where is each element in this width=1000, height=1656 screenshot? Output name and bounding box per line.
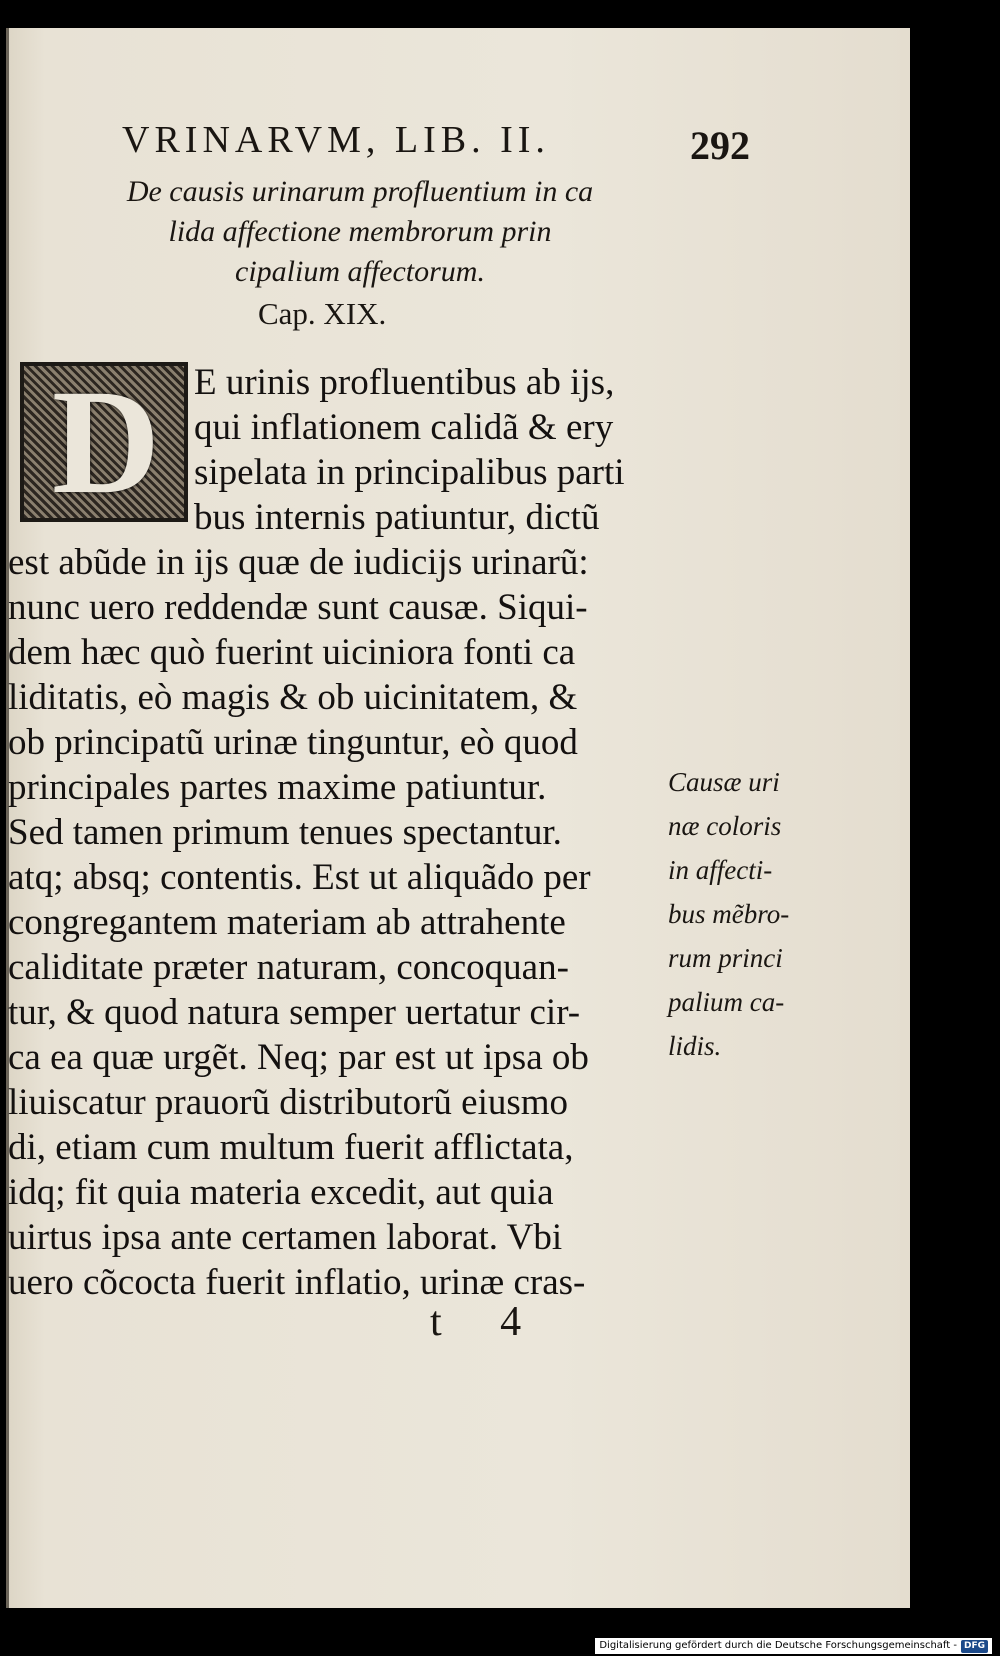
text-line: principales partes maxime patiuntur. — [8, 767, 547, 808]
dfg-logo: DFG — [961, 1640, 988, 1653]
chapter-heading-line: De causis urinarum profluentium in ca — [126, 175, 594, 208]
margin-note-line: in affecti- — [668, 855, 773, 885]
chapter-heading-line: cipalium affectorum. — [235, 255, 485, 288]
text-line: uero cõcocta fuerit inflatio, urinæ cras- — [8, 1262, 586, 1303]
text-line: liditatis, eò magis & ob uicinitatem, & — [8, 677, 578, 718]
text-line: E urinis profluentibus ab ijs, — [194, 362, 615, 403]
text-line: caliditate præter naturam, concoquan- — [8, 947, 569, 988]
margin-note — [668, 760, 818, 1068]
running-head — [122, 118, 762, 168]
text-line: sipelata in principalibus parti — [194, 452, 625, 493]
running-head-title: VRINARVM, LIB. II. — [122, 119, 550, 161]
body-text — [8, 360, 668, 1305]
credit-text: Digitalisierung gefördert durch die Deutsche Forschungsgemeinschaft - — [599, 1640, 957, 1651]
margin-note-line: bus mẽbro- — [668, 899, 790, 929]
margin-note-line: palium ca- — [668, 987, 785, 1017]
margin-note-line: Causæ uri — [668, 767, 780, 797]
text-line: idq; fit quia materia excedit, aut quia — [8, 1172, 554, 1213]
text-line: congregantem materiam ab attrahente — [8, 902, 566, 943]
chapter-heading-line: lida affectione membrorum prin — [168, 215, 552, 248]
text-line: est abũde in ijs quæ de iudicijs urinarũ: — [8, 542, 589, 583]
text-line: qui inflationem calidã & ery — [194, 407, 614, 448]
text-line: ob principatũ urinæ tinguntur, eò quod — [8, 722, 578, 763]
text-line: dem hæc quò fuerint uiciniora fonti ca — [8, 632, 576, 673]
text-line: ca ea quæ urgẽt. Neq; par est ut ipsa ob — [8, 1037, 589, 1078]
text-line: liuiscatur prauorũ distributorũ eiusmo — [8, 1082, 569, 1123]
text-line: nunc uero reddendæ sunt causæ. Siqui- — [8, 587, 588, 628]
signature-mark: t 4 — [430, 1299, 546, 1345]
text-line: bus internis patiuntur, dictũ — [194, 497, 600, 538]
text-line: di, etiam cum multum fuerit afflictata, — [8, 1127, 574, 1168]
page-number: 292 — [690, 123, 750, 168]
margin-note-line: rum princi — [668, 943, 783, 973]
digitization-credit — [595, 1638, 992, 1654]
chapter-number: Cap. XIX. — [258, 296, 387, 331]
initial-letter: D — [51, 359, 161, 525]
text-line: tur, & quod natura semper uertatur cir- — [8, 992, 581, 1033]
text-line: Sed tamen primum tenues spectantur. — [8, 812, 562, 853]
scan-border-bottom — [0, 1612, 1000, 1656]
margin-note-line: lidis. — [668, 1031, 722, 1061]
text-line: uirtus ipsa ante certamen laborat. Vbi — [8, 1217, 563, 1258]
chapter-heading — [100, 172, 620, 292]
margin-note-line: næ coloris — [668, 811, 782, 841]
text-line: atq; absq; contentis. Est ut aliquãdo per — [8, 857, 591, 898]
